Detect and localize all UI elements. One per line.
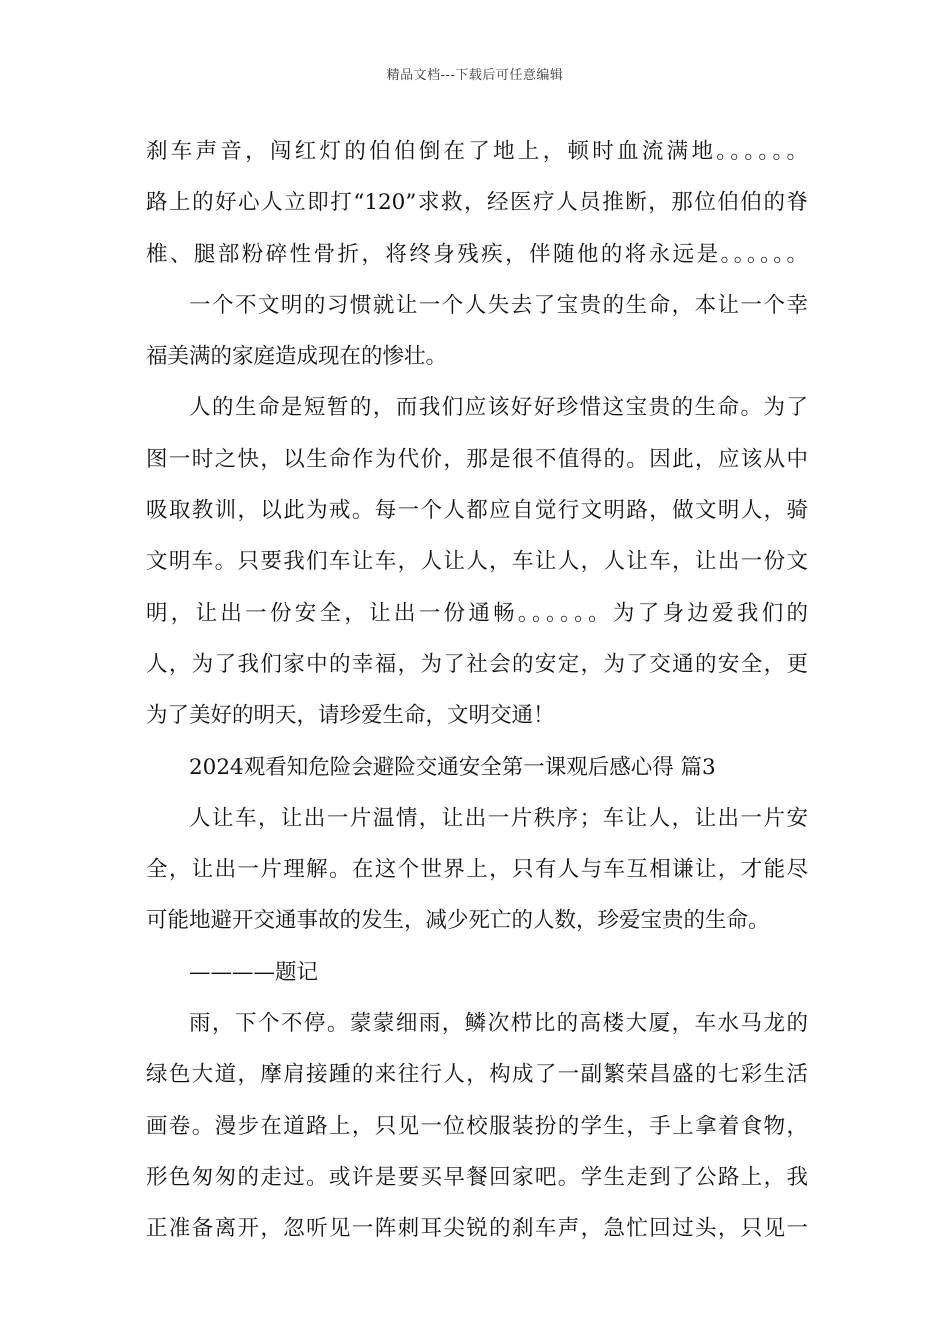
text-line: 图一时之快，以生命作为代价，那是很不值得的。因此，应该从中 bbox=[146, 446, 808, 472]
text-line: 为了美好的明天，请珍爱生命，文明交通！ bbox=[146, 703, 555, 729]
section-heading: 2024观看知危险会避险交通安全第一课观后感心得 篇3 bbox=[189, 754, 716, 780]
text-line: 全，让出一片理解。在这个世界上，只有人与车互相谦让，才能尽 bbox=[146, 857, 808, 883]
text-line: 路上的好心人立即打“120”求救，经医疗人员推断，那位伯伯的脊 bbox=[146, 190, 808, 216]
page-header: 精品文档---下载后可任意编辑 bbox=[386, 68, 564, 83]
text-line: 吸取教训，以此为戒。每一个人都应自觉行文明路，做文明人，骑 bbox=[146, 498, 808, 524]
text-line: 绿色大道，摩肩接踵的来往行人，构成了一副繁荣昌盛的七彩生活 bbox=[146, 1062, 808, 1088]
paragraph-first-line: 人的生命是短暂的，而我们应该好好珍惜这宝贵的生命。为了 bbox=[189, 395, 808, 421]
text-line: 椎、腿部粉碎性骨折，将终身残疾，伴随他的将永远是。。。。。。 bbox=[146, 241, 808, 267]
text-line: 文明车。只要我们车让车，人让人，车让人，人让车，让出一份文 bbox=[146, 549, 808, 575]
text-line: 正准备离开，忽听见一阵刺耳尖锐的刹车声，急忙回过头，只见一 bbox=[146, 1216, 808, 1242]
text-line: 人，为了我们家中的幸福，为了社会的安定，为了交通的安全，更 bbox=[146, 651, 808, 677]
paragraph-first-line: 一个不文明的习惯就让一个人失去了宝贵的生命，本让一个幸 bbox=[189, 292, 808, 318]
text-line: 形色匆匆的走过。或许是要买早餐回家吧。学生走到了公路上，我 bbox=[146, 1164, 808, 1190]
paragraph-first-line: 人让车，让出一片温情，让出一片秩序；车让人，让出一片安 bbox=[189, 805, 808, 831]
text-line: 画卷。漫步在道路上，只见一位校服装扮的学生，手上拿着食物， bbox=[146, 1113, 808, 1139]
document-body bbox=[146, 126, 808, 1255]
text-line: 可能地避开交通事故的发生，减少死亡的人数，珍爱宝贵的生命。 bbox=[146, 908, 770, 934]
text-line: 福美满的家庭造成现在的惨壮。 bbox=[146, 344, 448, 370]
text-line: 明，让出一份安全，让出一份通畅。。。。。。为了身边爱我们的 bbox=[146, 600, 808, 626]
paragraph-first-line: 雨，下个不停。蒙蒙细雨，鳞次栉比的高楼大厦，车水马龙的 bbox=[189, 1011, 808, 1037]
text-line: 刹车声音，闯红灯的伯伯倒在了地上，顿时血流满地。。。。。。 bbox=[146, 139, 808, 164]
epigraph-attribution: ————题记 bbox=[189, 959, 319, 985]
